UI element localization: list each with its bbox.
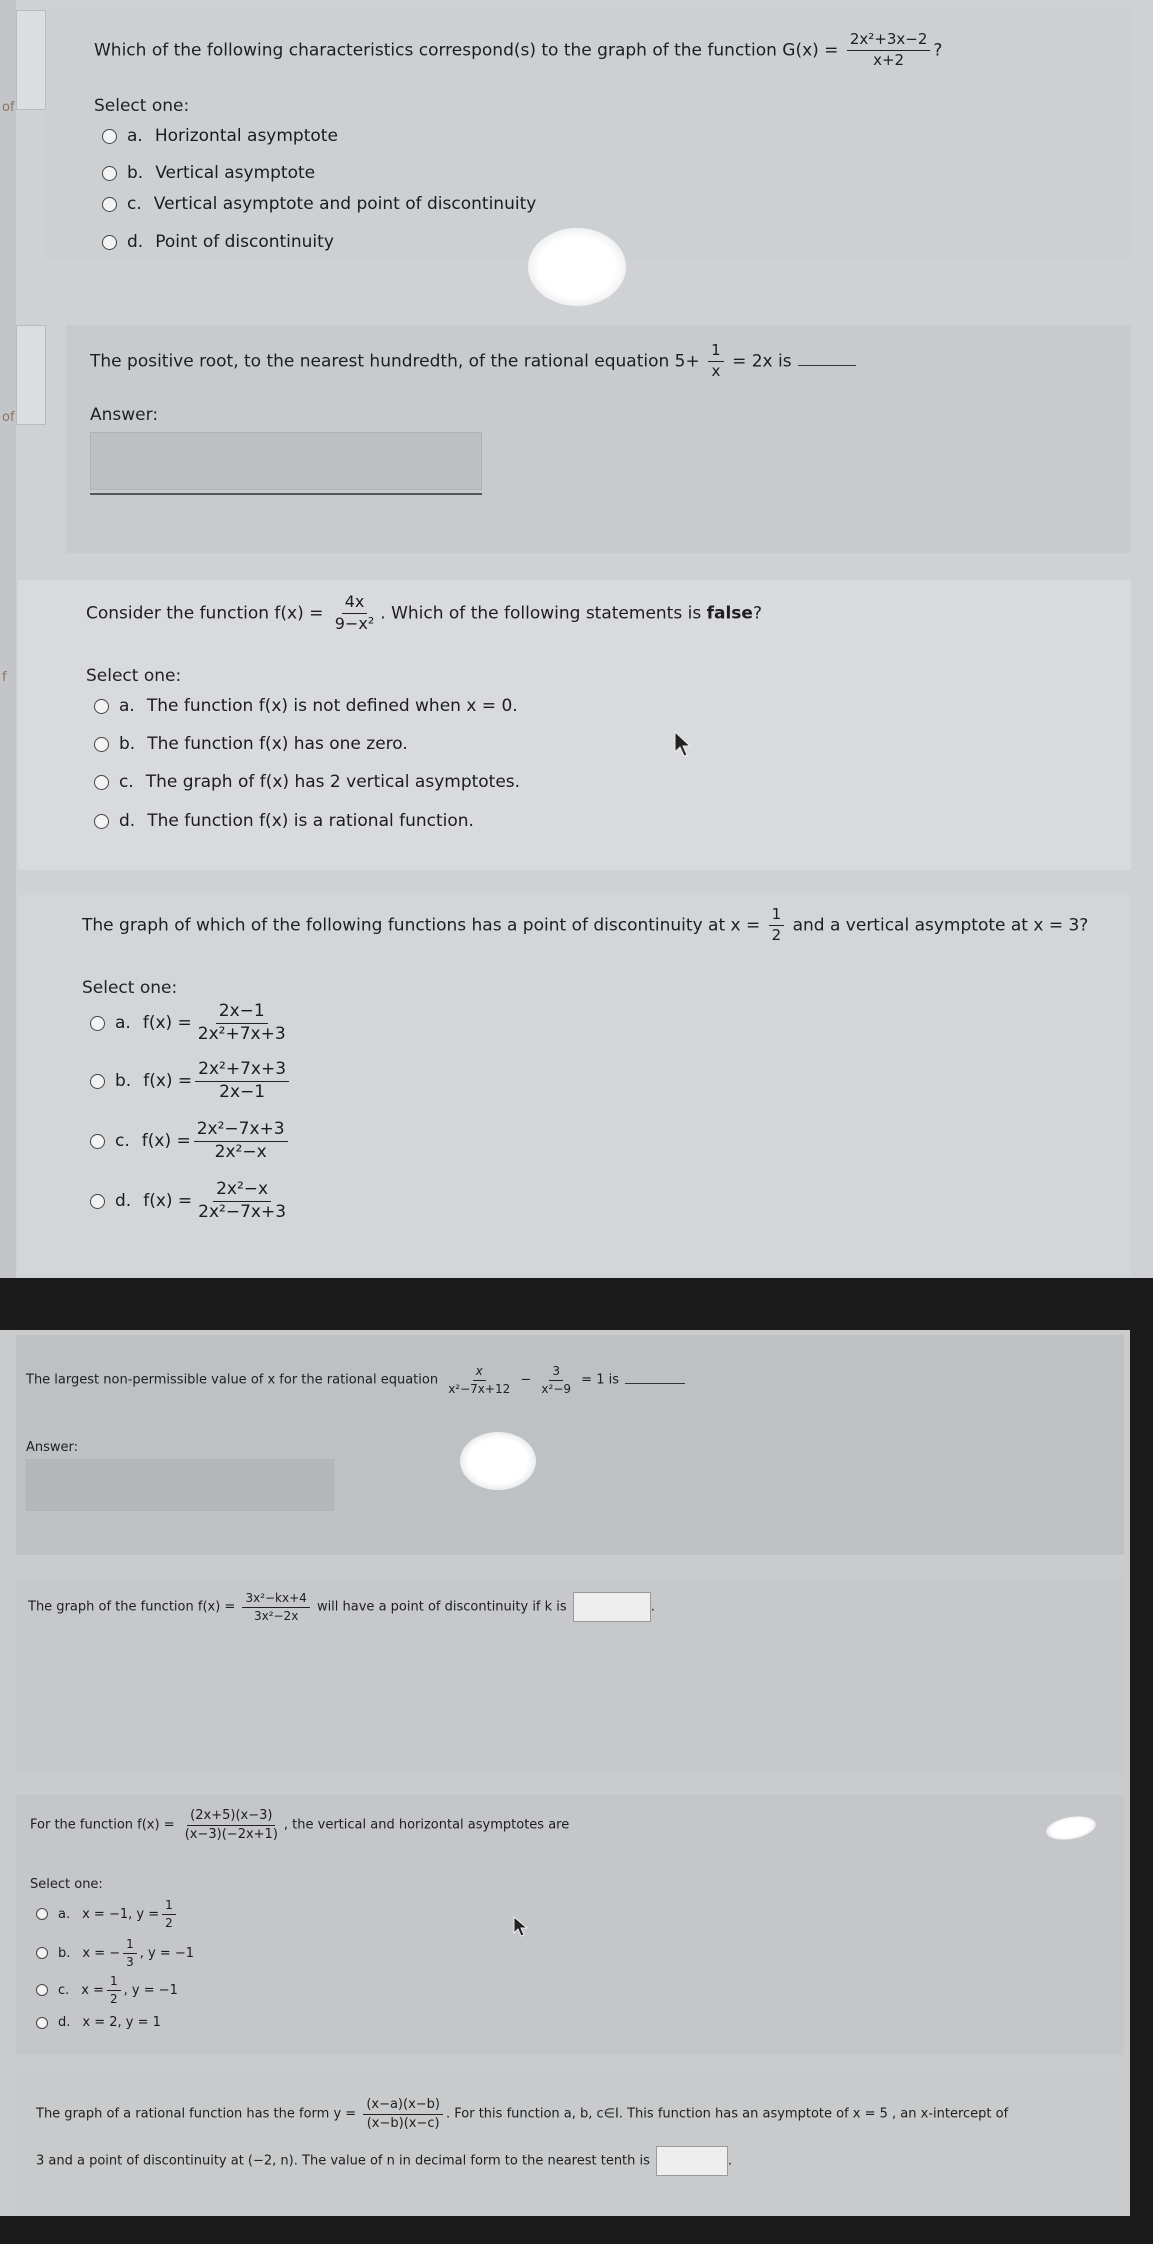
option-a[interactable]: a. Horizontal asymptote (102, 126, 338, 146)
radio-button[interactable] (94, 737, 109, 752)
option-d[interactable]: d. x = 2, y = 1 (36, 2015, 161, 2030)
question-card-2 (66, 325, 1131, 553)
question-text: The graph of a rational function has the form y = $\frac{(x-a)(x-b)}{(x-b)(x-c)}$ . For this function a, b, c∈I. This function has an asymptote of x = 5 , an x-intercept of (36, 2097, 1009, 2131)
sidebar-label: f (2, 670, 7, 685)
option-b[interactable]: b. Vertical asymptote (102, 163, 315, 183)
radio-button[interactable] (94, 814, 109, 829)
question-card-5 (16, 1335, 1124, 1555)
fraction: $\frac{x}{\text{x²−7x+12}}$ (448, 1364, 511, 1396)
option-d[interactable]: d. Point of discontinuity (102, 232, 334, 252)
option-c[interactable]: c. f(x) = $\frac{\text{2x²−7x+3}}{\text{2x²−x}}$ (90, 1121, 291, 1162)
fraction: $\frac{\text{3x²−kx+4}}{\text{3x²−2x}}$ (242, 1592, 309, 1622)
radio-button[interactable] (90, 1016, 105, 1031)
sidebar-label: of (2, 100, 15, 115)
left-sidebar (0, 0, 16, 1278)
question-text: For the function f(x) = $\frac{(2x+5)(x-3)}{(x-3)(-2x+1)}$ , the vertical and horizontal asymptotes are (30, 1808, 570, 1842)
question-text: The graph of which of the following functions has a point of discontinuity at x = $\frac{1}{2}$ and a vertical asymptote at x = 3? (82, 905, 1089, 944)
question-card-1 (46, 10, 1131, 260)
fraction: $\frac{(2x+5)(x-3)}{(x-3)(-2x+1)}$ (184, 1808, 278, 1842)
option-a[interactable]: a. x = −1, y = $\frac{1}{2}$ (36, 1899, 179, 1929)
answer-blank (798, 365, 856, 366)
question-text: Consider the function f(x) = $\frac{4x}{\text{9−x²}}$ . Which of the following statements is false? (86, 592, 762, 633)
answer-label: Answer: (90, 405, 159, 425)
divider (90, 493, 482, 495)
fraction: $\frac{1}{x}$ (708, 343, 724, 380)
fraction: $\frac{3}{\text{x²−9}}$ (541, 1364, 572, 1396)
radio-button[interactable] (94, 775, 109, 790)
option-a[interactable]: a. The function f(x) is not defined when x = 0. (94, 696, 518, 716)
fraction: $\frac{(x-a)(x-b)}{(x-b)(x-c)}$ (363, 2098, 443, 2130)
select-one-label: Select one: (94, 96, 190, 116)
question-card-3 (18, 580, 1131, 870)
question-card-8 (16, 2070, 1124, 2216)
option-c[interactable]: c. Vertical asymptote and point of discontinuity (102, 194, 536, 214)
radio-button[interactable] (90, 1194, 105, 1209)
fraction: $\frac{2x-1}{\text{2x²+7x+3}}$ (197, 1001, 286, 1044)
question-card-4 (18, 895, 1131, 1275)
option-b[interactable]: b. x = − $\frac{1}{3}$ , y = −1 (36, 1938, 194, 1968)
question-text: The positive root, to the nearest hundredth, of the rational equation 5+ $\frac{1}{x}$ = 2x is (90, 343, 856, 380)
select-one-label: Select one: (30, 1877, 103, 1892)
answer-blank (625, 1383, 685, 1384)
radio-button[interactable] (36, 1908, 48, 1920)
fraction: $\frac{\text{2x²−7x+3}}{\text{2x²−x}}$ (194, 1121, 288, 1162)
question-text: Which of the following characteristics correspond(s) to the graph of the function G(x) = $\frac{\text{2x²+3x−2}}{x+2}$ ? (94, 30, 943, 69)
fraction: $\frac{1}{2}$ (769, 907, 785, 944)
fraction: $\frac{\text{2x²−x}}{\text{2x²−7x+3}}$ (198, 1179, 287, 1222)
option-c[interactable]: c. The graph of f(x) has 2 vertical asymptotes. (94, 772, 520, 792)
answer-input[interactable] (90, 432, 482, 490)
question-text: The largest non-permissible value of x for the rational equation $\frac{x}{\text{x²−7x+12}}$ − $\frac{3}{\text{x²−9}}$ = 1 is (26, 1365, 685, 1395)
select-one-label: Select one: (86, 666, 182, 686)
radio-button[interactable] (36, 1947, 48, 1959)
fraction: $\frac{1}{3}$ (123, 1938, 137, 1968)
radio-button[interactable] (94, 699, 109, 714)
question-text-line2: 3 and a point of discontinuity at (−2, n). The value of n in decimal form to the nearest tenth is . (36, 2146, 732, 2176)
screen-glare (460, 1432, 536, 1490)
option-b[interactable]: b. f(x) = $\frac{\text{2x²+7x+3}}{2x-1}$ (90, 1061, 292, 1102)
answer-label: Answer: (26, 1440, 79, 1455)
radio-button[interactable] (36, 2017, 48, 2029)
fraction: $\frac{\text{2x²+7x+3}}{2x-1}$ (195, 1061, 289, 1102)
screen-glare (528, 228, 626, 306)
bottom-screen (0, 1330, 1130, 2216)
option-b[interactable]: b. The function f(x) has one zero. (94, 734, 408, 754)
option-d[interactable]: d. The function f(x) is a rational function. (94, 811, 474, 831)
mouse-cursor-icon (512, 1915, 530, 1937)
radio-button[interactable] (102, 166, 117, 181)
option-a[interactable]: a. f(x) = $\frac{2x-1}{\text{2x²+7x+3}}$ (90, 1003, 292, 1044)
fraction: $\frac{1}{2}$ (107, 1975, 121, 2005)
fraction: $\frac{4x}{\text{9−x²}}$ (334, 592, 375, 633)
radio-button[interactable] (102, 235, 117, 250)
radio-button[interactable] (90, 1134, 105, 1149)
fraction: $\frac{1}{2}$ (162, 1899, 176, 1929)
radio-button[interactable] (102, 197, 117, 212)
question-card-6 (16, 1578, 1124, 1773)
option-c[interactable]: c. x = $\frac{1}{2}$ , y = −1 (36, 1975, 178, 2005)
mouse-cursor-icon (672, 730, 694, 758)
radio-button[interactable] (102, 129, 117, 144)
question-flag-card[interactable] (16, 10, 46, 110)
radio-button[interactable] (36, 1984, 48, 1996)
fraction: $\frac{\text{2x²+3x−2}}{x+2}$ (847, 32, 931, 69)
select-one-label: Select one: (82, 978, 178, 998)
question-text: The graph of the function f(x) = $\frac{\text{3x²−kx+4}}{\text{3x²−2x}}$ will have a point of discontinuity if k is . (28, 1591, 655, 1623)
question-flag-card[interactable] (16, 325, 46, 425)
answer-input[interactable] (26, 1459, 334, 1511)
radio-button[interactable] (90, 1074, 105, 1089)
answer-input[interactable] (656, 2146, 728, 2176)
option-d[interactable]: d. f(x) = $\frac{\text{2x²−x}}{\text{2x²−7x+3}}$ (90, 1181, 292, 1222)
sidebar-label: of (2, 410, 15, 425)
answer-input[interactable] (573, 1592, 651, 1622)
question-card-7 (16, 1795, 1124, 2055)
